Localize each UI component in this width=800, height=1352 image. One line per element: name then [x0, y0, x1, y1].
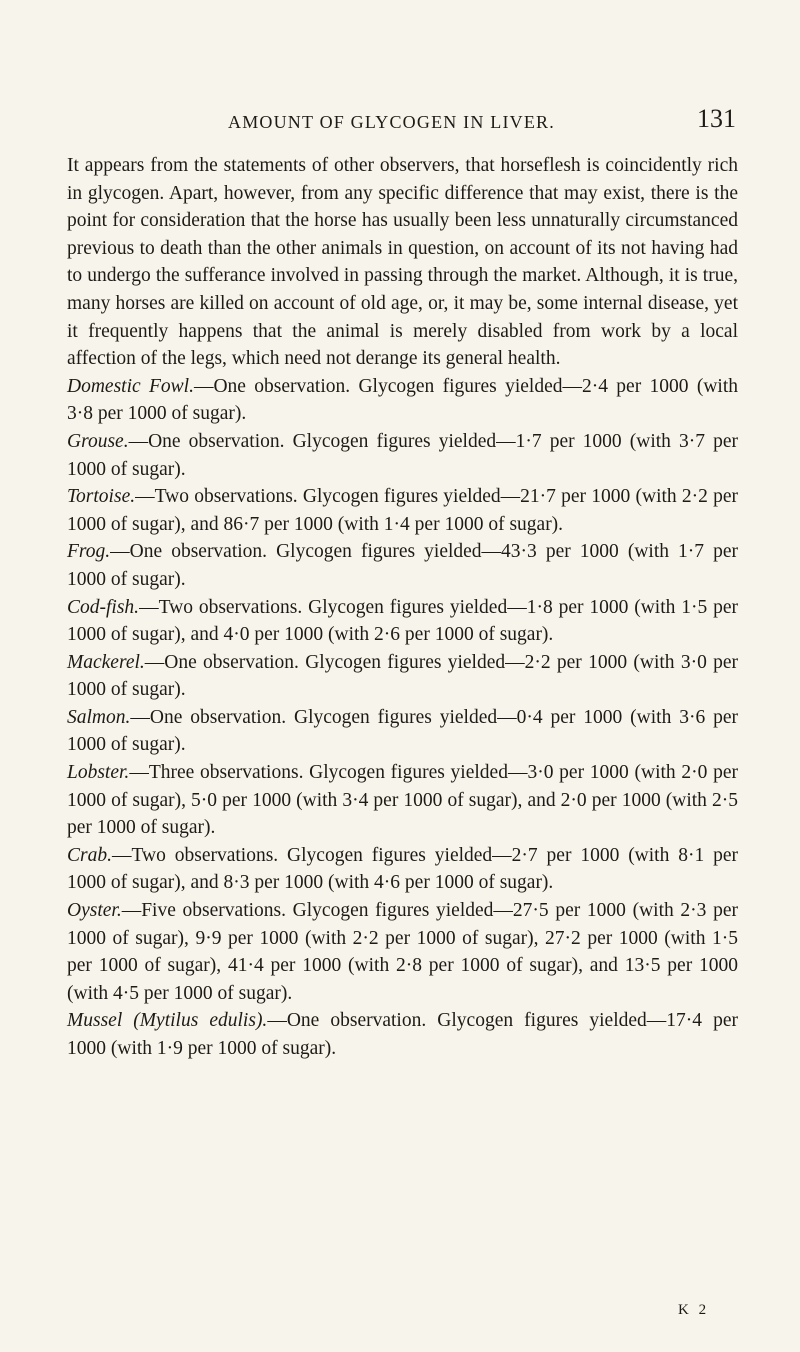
entry-oyster [67, 897, 738, 1007]
entry-lobster [67, 759, 738, 842]
entry-label: Cod-fish. [67, 596, 140, 618]
entry-text: —One observation. Glycogen figures yielded—2·2 per 1000 (with 3·0 per 1000 of sugar). [67, 651, 738, 701]
entry-text: —One observation. Glycogen figures yielded—43·3 per 1000 (with 1·7 per 1000 of sugar). [67, 541, 738, 590]
entry-cod-fish [67, 594, 738, 649]
entry-text: —Three observations. Glycogen figures yielded—3·0 per 1000 (with 2·0 per 1000 of sugar), 5·0 per 1000 (with 3·4 per 1000 of sugar), and 2·0 per 1000 (with 2·5 per 1000 of sugar). [67, 762, 738, 839]
entry-frog [67, 538, 738, 593]
entry-text: —One observation. Glycogen figures yielded—17·4 per 1000 (with 1·9 per 1000 of sugar). [67, 1010, 738, 1059]
entry-text: —Two observations. Glycogen figures yielded—1·8 per 1000 (with 1·5 per 1000 of sugar), and 4·0 per 1000 (with 2·6 per 1000 of sugar). [67, 596, 738, 646]
entry-label: Crab. [67, 844, 112, 866]
entry-label: Grouse. [67, 430, 129, 452]
entry-text: —Two observations. Glycogen figures yielded—21·7 per 1000 (with 2·2 per 1000 of sugar), and 86·7 per 1000 (with 1·4 per 1000 of sugar). [67, 486, 738, 535]
entry-label: Mussel (Mytilus edulis). [67, 1010, 268, 1032]
running-head: AMOUNT OF GLYCOGEN IN LIVER. [228, 112, 555, 132]
page-header [0, 104, 800, 138]
intro-paragraph: It appears from the statements of other observers, that horseflesh is coincidently rich in glycogen. Apart, however, from any specific difference that may exist, there is the point for consideration that the horse has usually been less unnaturally circumstanced previous to death than the other animals in question, on account of its not having had to undergo the sufferance involved in passing through the market. Although, it is true, many horses are killed on account of old age, or, it may be, some internal disease, yet it frequently happens that the animal is merely disabled from work by a local affection of the legs, which need not derange its general health. [67, 155, 738, 370]
entry-salmon [67, 704, 738, 759]
entry-label: Domestic Fowl. [67, 375, 194, 397]
body-text [67, 152, 738, 1063]
entry-mussel [67, 1007, 738, 1062]
entry-crab [67, 842, 738, 897]
entry-text: —One observation. Glycogen figures yielded—1·7 per 1000 (with 3·7 per 1000 of sugar). [67, 430, 738, 480]
entry-label: Salmon. [67, 706, 131, 728]
page-footer [0, 1302, 800, 1332]
entry-text: —One observation. Glycogen figures yielded—0·4 per 1000 (with 3·6 per 1000 of sugar). [67, 706, 738, 756]
entry-text: —Five observations. Glycogen figures yielded—27·5 per 1000 (with 2·3 per 1000 of sugar), 9·9 per 1000 (with 2·2 per 1000 of sugar), 27·2 per 1000 (with 1·5 per 1000 of sugar), 41·4 per 1000 (with 2·8 per 1000 of sugar), and 13·5 per 1000 (with 4·5 per 1000 of sugar). [67, 900, 738, 1004]
entry-text: —One observation. Glycogen figures yielded—2·4 per 1000 (with 3·8 per 1000 of sugar). [67, 375, 739, 425]
entry-domestic-fowl [67, 373, 738, 428]
entry-label: Tortoise. [67, 486, 136, 508]
entry-text: —Two observations. Glycogen figures yielded—2·7 per 1000 (with 8·1 per 1000 of sugar), and 8·3 per 1000 (with 4·6 per 1000 of sugar). [67, 844, 738, 894]
entry-label: Frog. [67, 541, 111, 563]
entry-mackerel [67, 649, 738, 704]
page-number: 131 [697, 104, 736, 133]
entry-label: Mackerel. [67, 651, 145, 673]
entry-label: Oyster. [67, 900, 122, 922]
entry-tortoise [67, 483, 738, 538]
signature-mark: K 2 [678, 1302, 710, 1318]
entry-label: Lobster. [67, 762, 130, 784]
entry-grouse [67, 428, 738, 483]
